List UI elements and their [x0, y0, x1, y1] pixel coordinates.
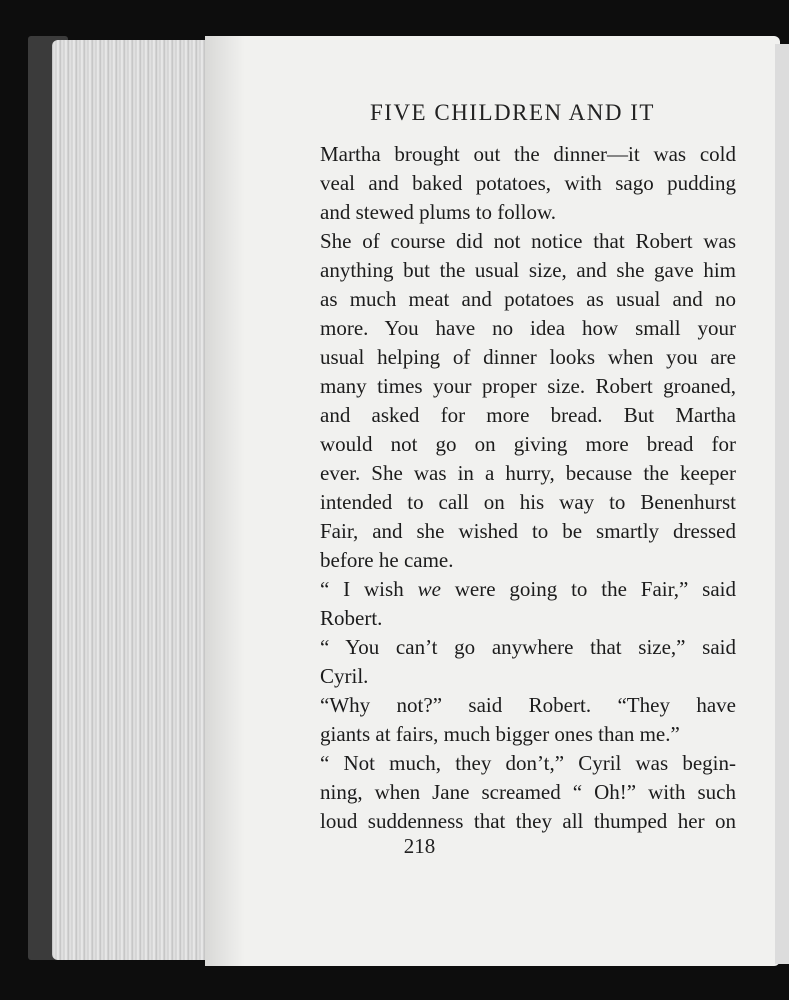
- body-text: [320, 140, 736, 836]
- text-line: more. You have no idea how small your: [320, 316, 736, 340]
- text-line: and asked for more bread. But Martha: [320, 403, 736, 427]
- running-head: FIVE CHILDREN AND IT: [370, 100, 655, 125]
- text-line: would not go on giving more bread for: [320, 432, 736, 456]
- text-line: loud suddenness that they all thumped her on: [320, 809, 736, 833]
- text-line: “ You can’t go anywhere that size,” said: [320, 635, 736, 659]
- text-line-with-italic: [320, 575, 736, 604]
- text-line: giants at fairs, much bigger ones than me.”: [320, 722, 680, 746]
- text-line: intended to call on his way to Benenhurst: [320, 490, 736, 514]
- text-line: as much meat and potatoes as usual and no: [320, 287, 736, 311]
- text-line: “ Not much, they don’t,” Cyril was begin-: [320, 751, 736, 775]
- text-line: ning, when Jane screamed “ Oh!” with such: [320, 780, 736, 804]
- page-edges: [52, 40, 222, 960]
- text-line: “Why not?” said Robert. “They have: [320, 693, 736, 717]
- text-line: anything but the usual size, and she gave him: [320, 258, 736, 282]
- gutter-shadow: [205, 36, 245, 966]
- text-fragment: were going to the Fair,” said: [454, 577, 737, 601]
- text-line: before he came.: [320, 548, 454, 572]
- facing-page-edge: [775, 44, 789, 964]
- text-fragment: “ I wish: [320, 577, 404, 601]
- text-line: veal and baked potatoes, with sago pudding: [320, 171, 736, 195]
- text-line: and stewed plums to follow.: [320, 200, 557, 224]
- text-line: ever. She was in a hurry, because the keeper: [320, 461, 736, 485]
- text-line: many times your proper size. Robert groaned,: [320, 374, 736, 398]
- page-number: 218: [403, 834, 436, 858]
- text-line: Cyril.: [320, 664, 369, 688]
- text-line: Martha brought out the dinner—it was cold: [320, 142, 736, 166]
- text-line: She of course did not notice that Robert was: [320, 229, 736, 253]
- text-line: Fair, and she wished to be smartly dressed: [320, 519, 736, 543]
- text-line: usual helping of dinner looks when you are: [320, 345, 736, 369]
- italic-word: we: [417, 577, 441, 601]
- text-line: Robert.: [320, 606, 383, 630]
